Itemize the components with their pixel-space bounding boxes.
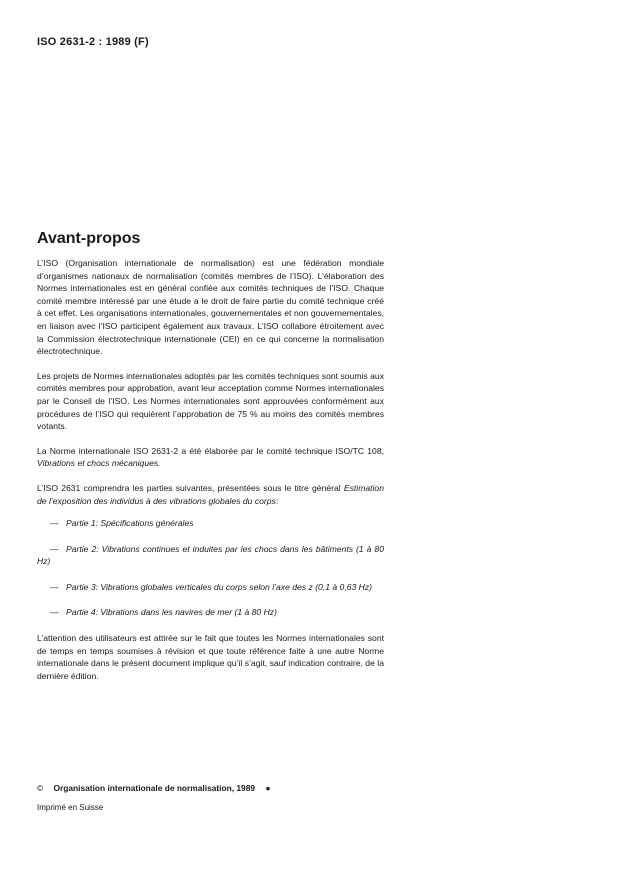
general-title: Estimation de l’exposition des individus à des vibrations globales du corps	[37, 482, 384, 506]
list-item	[37, 581, 384, 594]
part-label: Partie 1: Spécifications générales	[66, 518, 194, 529]
paragraph-approval: Les projets de Normes internationales adoptés par les comités techniques sont soumis aux comités membres pour approbation, avant leur acceptation comme Normes internationales par le Conseil de l’ISO. Les Normes internationales sont approuvées conformément aux procédures de l’ISO qui requièrent l’approbation de 75 % au moins des comités membres votants.	[37, 370, 384, 432]
elaboration-text: La Norme internationale ISO 2631-2 a été élaborée par le comité technique ISO/TC 108,	[37, 445, 384, 456]
list-dash: —	[50, 543, 59, 554]
parts-intro-colon: :	[275, 495, 279, 506]
committee-title: Vibrations et chocs mécaniques.	[37, 458, 161, 469]
paragraph-parts-intro	[37, 482, 384, 507]
list-dash: —	[50, 607, 59, 618]
page-title: Avant-propos	[37, 230, 141, 247]
part-label: Partie 4: Vibrations dans les navires de mer (1 à 80 Hz)	[66, 607, 277, 618]
copyright-icon: ©	[37, 783, 44, 793]
part-label: Partie 3: Vibrations globales verticales du corps selon l’axe des z (0,1 à 0,63 Hz)	[66, 581, 373, 592]
paragraph-elaboration	[37, 445, 384, 470]
bullet-icon: ●	[265, 783, 271, 793]
copyright-line	[37, 783, 270, 793]
copyright-organization: Organisation internationale de normalisation, 1989	[53, 783, 256, 793]
part-label: Partie 2: Vibrations continues et induites par les chocs dans les bâtiments (1 à 80 Hz)	[37, 543, 384, 567]
foreword-body	[37, 257, 384, 694]
list-item	[37, 517, 384, 530]
parts-list	[37, 517, 384, 619]
list-dash: —	[50, 581, 59, 592]
document-code: ISO 2631-2 : 1989 (F)	[37, 36, 149, 48]
printed-in: Imprimé en Suisse	[37, 803, 104, 812]
list-item	[37, 543, 384, 568]
list-item	[37, 606, 384, 619]
list-dash: —	[50, 518, 59, 529]
paragraph-revision-notice: L’attention des utilisateurs est attirée sur le fait que toutes les Normes internationales sont de temps en temps soumises à révision et que toute référence faite à une autre Norme internationale dans le présent document implique qu’il s’agit, sauf indication contraire, de la dernière édition.	[37, 633, 384, 681]
paragraph-iso-description: L’ISO (Organisation internationale de normalisation) est une fédération mondiale d’organismes nationaux de normalisation (comités membres de l’ISO). L’élaboration des Normes internationales est en général confiée aux comités techniques de l’ISO. Chaque comité membre intéressé par une étude a le droit de faire partie du comité technique créé à cet effet. Les organisations internationales, gouvernementales et non gouvernementales, en liaison avec l’ISO participent également aux travaux. L’ISO collabore étroitement avec la Commission électrotechnique internationale (CEI) en ce qui concerne la normalisation électrotechnique.	[37, 258, 384, 357]
parts-intro-text: L’ISO 2631 comprendra les parties suivantes, présentées sous le titre général	[37, 482, 341, 493]
